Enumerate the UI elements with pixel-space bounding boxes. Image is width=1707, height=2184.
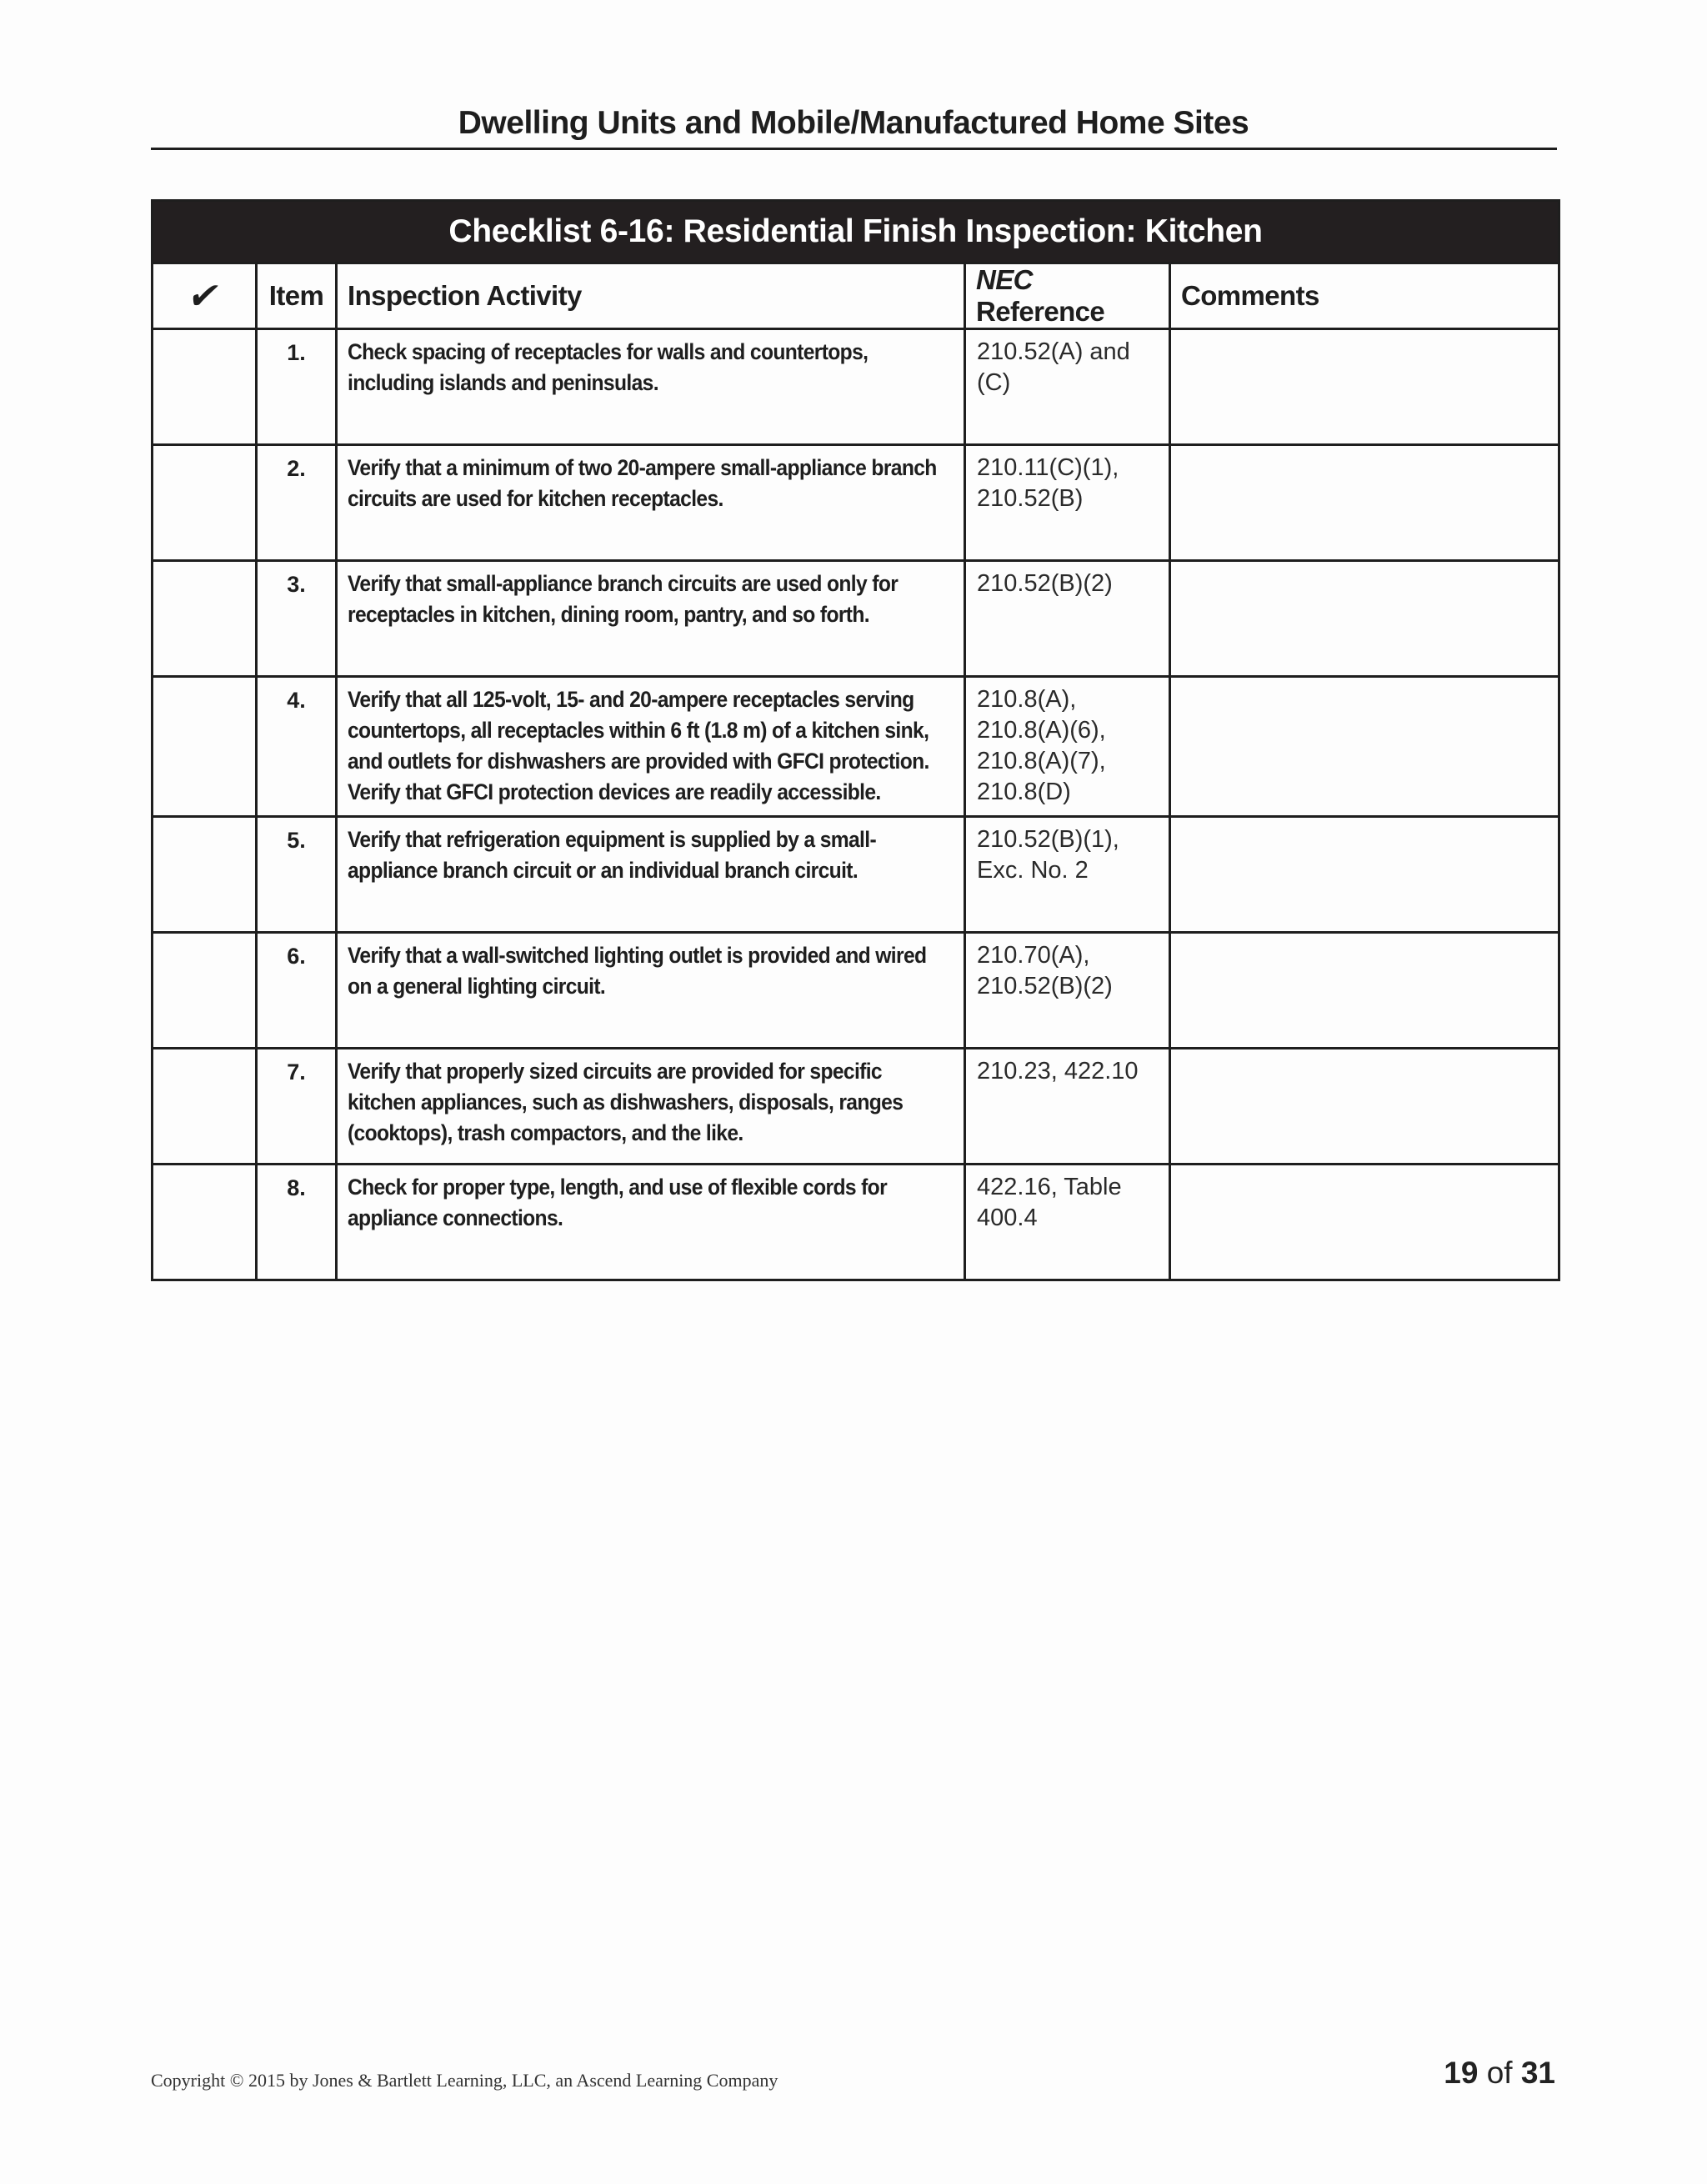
- check-cell[interactable]: [153, 561, 257, 677]
- check-cell[interactable]: [153, 933, 257, 1049]
- activity-text: Check spacing of receptacles for walls and countertops, including islands and peninsulas.: [348, 339, 869, 395]
- table-row: [153, 445, 1559, 561]
- section-title: Dwelling Units and Mobile/Manufactured Home Sites: [458, 105, 1249, 141]
- table-row: [153, 329, 1559, 445]
- table-row: [153, 677, 1559, 817]
- comments-cell[interactable]: [1170, 933, 1559, 1049]
- nec-reference: 210.52(B)(2): [965, 561, 1170, 677]
- comments-cell[interactable]: [1170, 1165, 1559, 1280]
- inspection-activity: [337, 1165, 965, 1280]
- inspection-activity: [337, 561, 965, 677]
- inspection-activity: [337, 1049, 965, 1165]
- copyright-notice: Copyright © 2015 by Jones & Bartlett Learning, LLC, an Ascend Learning Company: [151, 2070, 778, 2091]
- check-mark-icon: ✔: [184, 274, 224, 318]
- column-header-row: [153, 263, 1559, 329]
- table-row: [153, 933, 1559, 1049]
- nec-reference: 210.11(C)(1), 210.52(B): [965, 445, 1170, 561]
- item-column-header: Item: [257, 263, 337, 329]
- check-cell[interactable]: [153, 1165, 257, 1280]
- nec-reference: 210.23, 422.10: [965, 1049, 1170, 1165]
- checklist-title: Checklist 6-16: Residential Finish Inspection: Kitchen: [153, 201, 1559, 263]
- inspection-activity: [337, 933, 965, 1049]
- item-number: 2.: [257, 445, 337, 561]
- item-number: 8.: [257, 1165, 337, 1280]
- checklist-title-row: [153, 201, 1559, 263]
- comments-cell[interactable]: [1170, 329, 1559, 445]
- check-cell[interactable]: [153, 1049, 257, 1165]
- item-number: 4.: [257, 677, 337, 817]
- nec-reference: 210.52(A) and (C): [965, 329, 1170, 445]
- current-page: 19: [1444, 2056, 1479, 2090]
- comments-cell[interactable]: [1170, 817, 1559, 933]
- nec-reference-column-header: [965, 263, 1170, 329]
- nec-label: NEC: [976, 264, 1033, 295]
- reference-label: Reference: [976, 296, 1105, 327]
- inspection-activity: [337, 329, 965, 445]
- check-cell[interactable]: [153, 817, 257, 933]
- comments-cell[interactable]: [1170, 561, 1559, 677]
- checklist-table: [151, 199, 1560, 1281]
- comments-cell[interactable]: [1170, 445, 1559, 561]
- check-cell[interactable]: [153, 445, 257, 561]
- activity-text: Verify that a wall-switched lighting outlet is provided and wired on a general lighting circuit.: [348, 943, 927, 999]
- comments-cell[interactable]: [1170, 1049, 1559, 1165]
- activity-text: Verify that small-appliance branch circuits are used only for receptacles in kitchen, dining room, pantry, and so forth.: [348, 571, 899, 627]
- nec-reference: 422.16, Table 400.4: [965, 1165, 1170, 1280]
- item-number: 3.: [257, 561, 337, 677]
- activity-text: Verify that all 125-volt, 15- and 20-ampere receptacles serving countertops, all receptacles within 6 ft (1.8 m) of a kitchen sink, and outlets for dishwashers are provided with GFCI protection. Verify that GFCI protection devices are readily accessible.: [348, 687, 929, 804]
- table-row: [153, 561, 1559, 677]
- nec-reference: 210.52(B)(1), Exc. No. 2: [965, 817, 1170, 933]
- activity-text: Verify that properly sized circuits are provided for specific kitchen appliances, such as dishwashers, disposals, ranges (cooktops), trash compactors, and the like.: [348, 1059, 904, 1145]
- item-number: 1.: [257, 329, 337, 445]
- table-row: [153, 817, 1559, 933]
- item-number: 7.: [257, 1049, 337, 1165]
- comments-cell[interactable]: [1170, 677, 1559, 817]
- item-number: 6.: [257, 933, 337, 1049]
- check-cell[interactable]: [153, 677, 257, 817]
- page-number: [1444, 2056, 1555, 2091]
- table-row: [153, 1049, 1559, 1165]
- total-pages: 31: [1520, 2056, 1555, 2090]
- inspection-activity: [337, 677, 965, 817]
- activity-text: Verify that a minimum of two 20-ampere small-appliance branch circuits are used for kitchen receptacles.: [348, 455, 937, 511]
- nec-reference: 210.70(A), 210.52(B)(2): [965, 933, 1170, 1049]
- item-number: 5.: [257, 817, 337, 933]
- inspection-activity: [337, 445, 965, 561]
- check-column-header: [153, 263, 257, 329]
- table-row: [153, 1165, 1559, 1280]
- activity-text: Check for proper type, length, and use of flexible cords for appliance connections.: [348, 1175, 888, 1230]
- nec-reference: 210.8(A), 210.8(A)(6), 210.8(A)(7), 210.8(D): [965, 677, 1170, 817]
- activity-text: Verify that refrigeration equipment is supplied by a small-appliance branch circuit or an individual branch circuit.: [348, 827, 877, 883]
- comments-column-header: Comments: [1170, 263, 1559, 329]
- page-of-label: of: [1486, 2056, 1513, 2090]
- check-cell[interactable]: [153, 329, 257, 445]
- activity-column-header: Inspection Activity: [337, 263, 965, 329]
- header-rule: [151, 148, 1557, 150]
- inspection-activity: [337, 817, 965, 933]
